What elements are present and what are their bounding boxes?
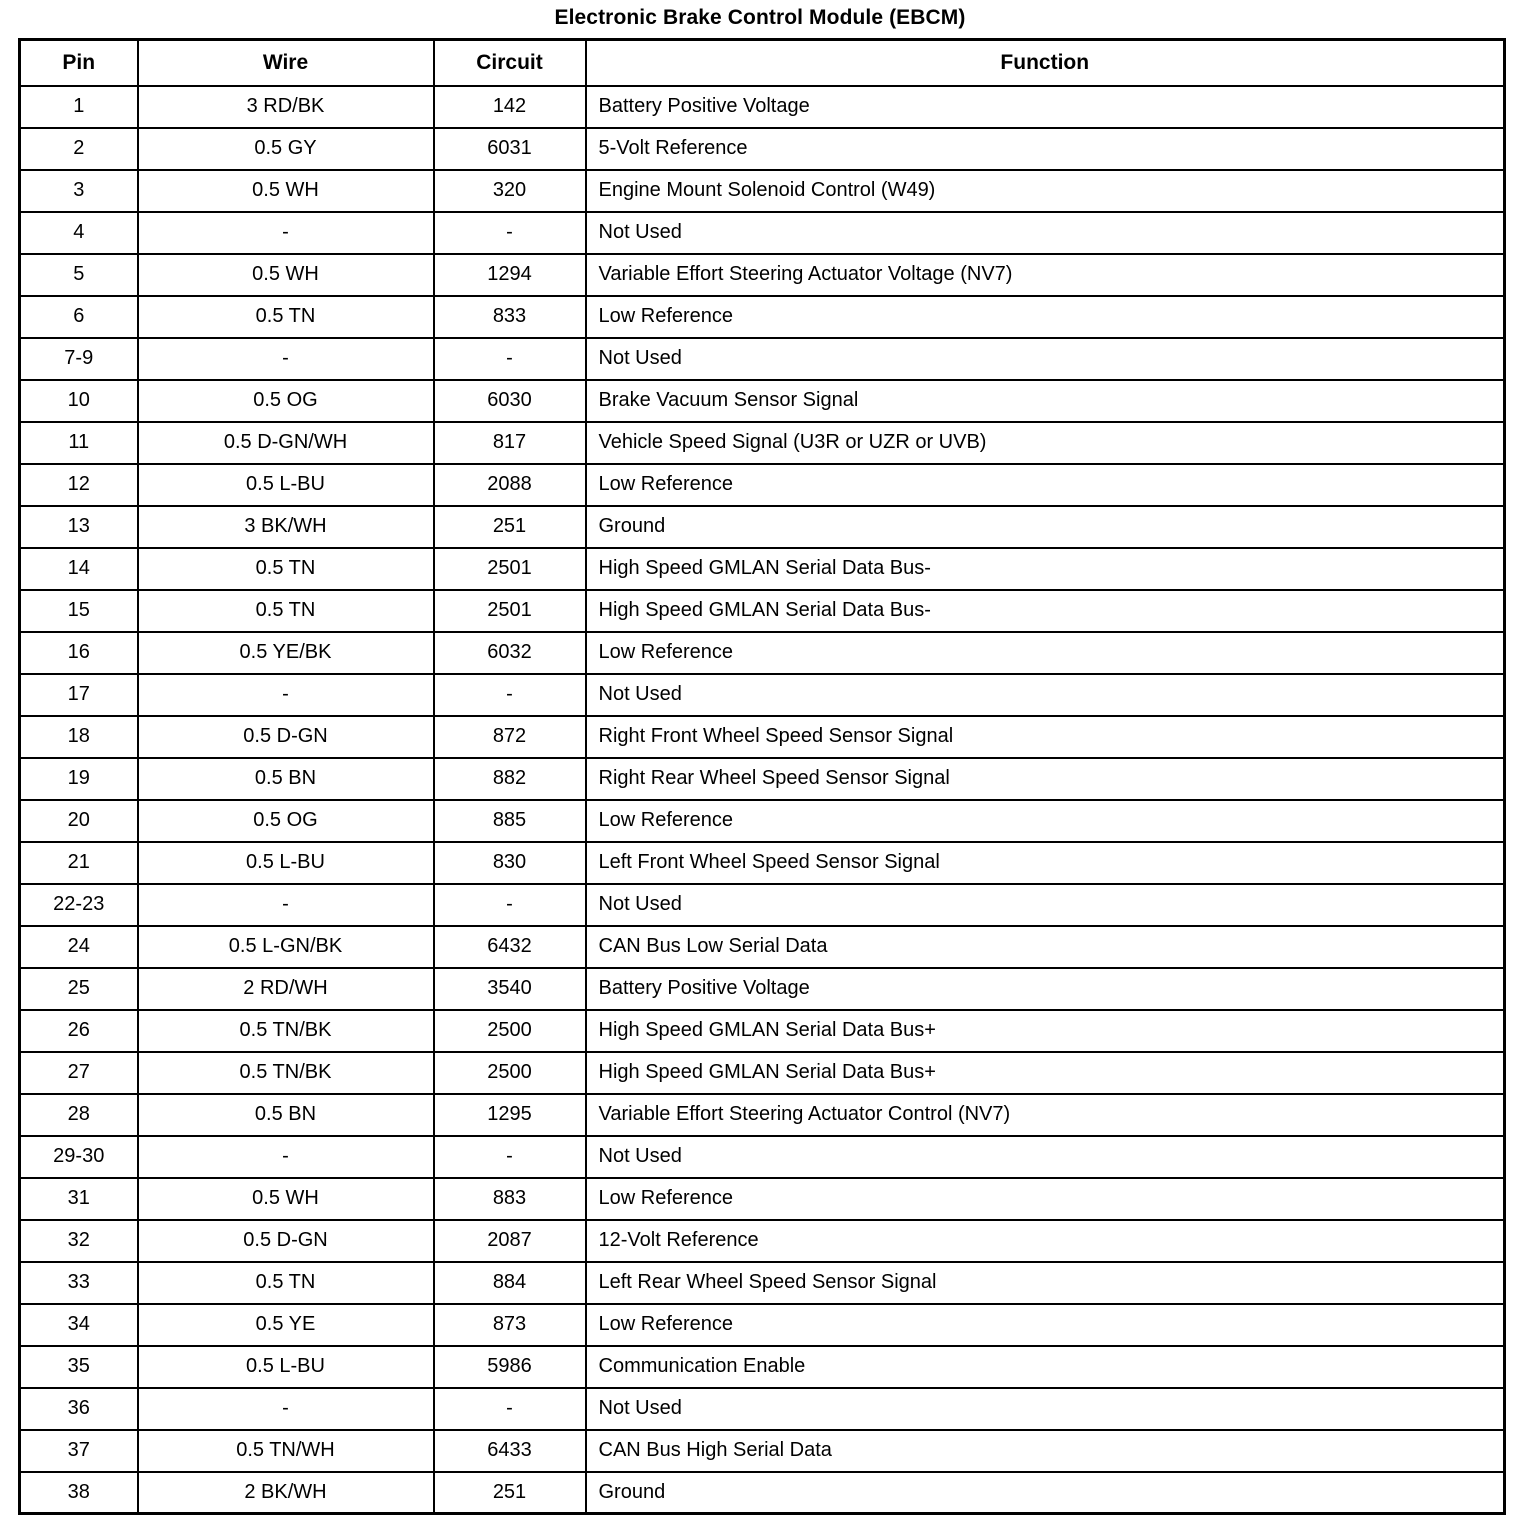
cell-function: Not Used	[586, 1136, 1505, 1178]
cell-function: Low Reference	[586, 632, 1505, 674]
table-row	[20, 506, 1505, 548]
cell-wire: 0.5 D-GN	[138, 716, 434, 758]
cell-pin: 19	[20, 758, 138, 800]
cell-circuit: 3540	[434, 968, 586, 1010]
pinout-table-container	[0, 38, 1520, 1515]
cell-circuit: 251	[434, 506, 586, 548]
cell-wire: 0.5 TN	[138, 296, 434, 338]
table-row	[20, 758, 1505, 800]
cell-wire: 0.5 TN/BK	[138, 1052, 434, 1094]
cell-function: CAN Bus High Serial Data	[586, 1430, 1505, 1472]
cell-circuit: 872	[434, 716, 586, 758]
table-row	[20, 1136, 1505, 1178]
table-row	[20, 674, 1505, 716]
cell-function: High Speed GMLAN Serial Data Bus+	[586, 1052, 1505, 1094]
table-row	[20, 254, 1505, 296]
cell-circuit: 6432	[434, 926, 586, 968]
column-header-pin: Pin	[20, 40, 138, 86]
cell-function: High Speed GMLAN Serial Data Bus-	[586, 590, 1505, 632]
cell-function: Low Reference	[586, 1304, 1505, 1346]
cell-function: Low Reference	[586, 296, 1505, 338]
cell-wire: 2 BK/WH	[138, 1472, 434, 1514]
cell-pin: 6	[20, 296, 138, 338]
cell-function: Right Rear Wheel Speed Sensor Signal	[586, 758, 1505, 800]
table-row	[20, 1220, 1505, 1262]
cell-circuit: 5986	[434, 1346, 586, 1388]
table-row	[20, 1388, 1505, 1430]
cell-pin: 38	[20, 1472, 138, 1514]
cell-pin: 25	[20, 968, 138, 1010]
cell-function: Left Front Wheel Speed Sensor Signal	[586, 842, 1505, 884]
table-row	[20, 1304, 1505, 1346]
cell-circuit: 2500	[434, 1052, 586, 1094]
cell-pin: 32	[20, 1220, 138, 1262]
cell-wire: 2 RD/WH	[138, 968, 434, 1010]
cell-circuit: 6433	[434, 1430, 586, 1472]
cell-wire: 0.5 YE	[138, 1304, 434, 1346]
table-row	[20, 968, 1505, 1010]
cell-wire: 0.5 BN	[138, 758, 434, 800]
cell-pin: 3	[20, 170, 138, 212]
cell-wire: 0.5 OG	[138, 800, 434, 842]
cell-wire: -	[138, 1136, 434, 1178]
cell-pin: 12	[20, 464, 138, 506]
cell-function: Battery Positive Voltage	[586, 968, 1505, 1010]
cell-wire: -	[138, 1388, 434, 1430]
cell-circuit: 883	[434, 1178, 586, 1220]
table-row	[20, 1346, 1505, 1388]
cell-function: Battery Positive Voltage	[586, 86, 1505, 128]
cell-function: High Speed GMLAN Serial Data Bus+	[586, 1010, 1505, 1052]
cell-circuit: 251	[434, 1472, 586, 1514]
cell-pin: 10	[20, 380, 138, 422]
cell-pin: 26	[20, 1010, 138, 1052]
table-header-row	[20, 40, 1505, 86]
cell-pin: 2	[20, 128, 138, 170]
cell-circuit: 6031	[434, 128, 586, 170]
cell-function: 5-Volt Reference	[586, 128, 1505, 170]
cell-function: Not Used	[586, 338, 1505, 380]
cell-wire: 0.5 YE/BK	[138, 632, 434, 674]
cell-wire: 0.5 L-BU	[138, 1346, 434, 1388]
cell-pin: 33	[20, 1262, 138, 1304]
table-row	[20, 86, 1505, 128]
cell-wire: 0.5 L-BU	[138, 464, 434, 506]
ebcm-pinout-table	[18, 38, 1506, 1515]
cell-circuit: 884	[434, 1262, 586, 1304]
cell-pin: 4	[20, 212, 138, 254]
cell-wire: 0.5 TN	[138, 590, 434, 632]
cell-wire: 0.5 L-BU	[138, 842, 434, 884]
cell-function: Engine Mount Solenoid Control (W49)	[586, 170, 1505, 212]
cell-circuit: 882	[434, 758, 586, 800]
table-row	[20, 1052, 1505, 1094]
cell-wire: 0.5 D-GN/WH	[138, 422, 434, 464]
cell-circuit: 1294	[434, 254, 586, 296]
page-title: Electronic Brake Control Module (EBCM)	[554, 6, 966, 29]
cell-circuit: 320	[434, 170, 586, 212]
cell-circuit: 6032	[434, 632, 586, 674]
table-row	[20, 884, 1505, 926]
cell-pin: 29-30	[20, 1136, 138, 1178]
cell-pin: 21	[20, 842, 138, 884]
cell-circuit: -	[434, 1388, 586, 1430]
cell-function: Not Used	[586, 884, 1505, 926]
cell-function: Low Reference	[586, 464, 1505, 506]
table-row	[20, 590, 1505, 632]
cell-wire: 0.5 WH	[138, 254, 434, 296]
table-row	[20, 716, 1505, 758]
cell-circuit: 2501	[434, 590, 586, 632]
cell-circuit: 1295	[434, 1094, 586, 1136]
cell-wire: 0.5 TN	[138, 548, 434, 590]
table-row	[20, 296, 1505, 338]
table-row	[20, 1010, 1505, 1052]
column-header-wire: Wire	[138, 40, 434, 86]
cell-function: Vehicle Speed Signal (U3R or UZR or UVB)	[586, 422, 1505, 464]
table-row	[20, 1178, 1505, 1220]
table-row	[20, 926, 1505, 968]
cell-pin: 22-23	[20, 884, 138, 926]
cell-circuit: 885	[434, 800, 586, 842]
cell-function: Variable Effort Steering Actuator Control (NV7)	[586, 1094, 1505, 1136]
table-row	[20, 1094, 1505, 1136]
cell-circuit: 6030	[434, 380, 586, 422]
cell-pin: 37	[20, 1430, 138, 1472]
cell-wire: 0.5 BN	[138, 1094, 434, 1136]
table-row	[20, 338, 1505, 380]
cell-function: Left Rear Wheel Speed Sensor Signal	[586, 1262, 1505, 1304]
table-row	[20, 464, 1505, 506]
cell-pin: 18	[20, 716, 138, 758]
column-header-circuit: Circuit	[434, 40, 586, 86]
table-row	[20, 128, 1505, 170]
table-row	[20, 1262, 1505, 1304]
cell-circuit: 830	[434, 842, 586, 884]
cell-function: CAN Bus Low Serial Data	[586, 926, 1505, 968]
cell-wire: 3 BK/WH	[138, 506, 434, 548]
cell-wire: -	[138, 884, 434, 926]
cell-circuit: -	[434, 212, 586, 254]
cell-function: Variable Effort Steering Actuator Voltage (NV7)	[586, 254, 1505, 296]
cell-wire: 0.5 TN/WH	[138, 1430, 434, 1472]
table-row	[20, 842, 1505, 884]
cell-circuit: 873	[434, 1304, 586, 1346]
cell-pin: 15	[20, 590, 138, 632]
table-row	[20, 632, 1505, 674]
table-row	[20, 422, 1505, 464]
table-row	[20, 380, 1505, 422]
cell-pin: 36	[20, 1388, 138, 1430]
cell-circuit: 833	[434, 296, 586, 338]
cell-pin: 11	[20, 422, 138, 464]
cell-wire: 3 RD/BK	[138, 86, 434, 128]
cell-circuit: 817	[434, 422, 586, 464]
cell-wire: 0.5 TN/BK	[138, 1010, 434, 1052]
cell-function: Not Used	[586, 1388, 1505, 1430]
cell-function: 12-Volt Reference	[586, 1220, 1505, 1262]
cell-circuit: -	[434, 884, 586, 926]
cell-function: Ground	[586, 506, 1505, 548]
cell-pin: 1	[20, 86, 138, 128]
table-row	[20, 170, 1505, 212]
table-row	[20, 548, 1505, 590]
cell-circuit: -	[434, 1136, 586, 1178]
cell-function: High Speed GMLAN Serial Data Bus-	[586, 548, 1505, 590]
cell-circuit: 142	[434, 86, 586, 128]
cell-function: Low Reference	[586, 800, 1505, 842]
cell-pin: 31	[20, 1178, 138, 1220]
table-header	[20, 40, 1505, 86]
cell-function: Low Reference	[586, 1178, 1505, 1220]
cell-pin: 24	[20, 926, 138, 968]
cell-circuit: 2088	[434, 464, 586, 506]
cell-wire: -	[138, 338, 434, 380]
cell-wire: 0.5 WH	[138, 1178, 434, 1220]
cell-pin: 27	[20, 1052, 138, 1094]
cell-wire: 0.5 WH	[138, 170, 434, 212]
cell-function: Communication Enable	[586, 1346, 1505, 1388]
cell-pin: 28	[20, 1094, 138, 1136]
cell-wire: 0.5 OG	[138, 380, 434, 422]
cell-circuit: 2500	[434, 1010, 586, 1052]
cell-pin: 7-9	[20, 338, 138, 380]
cell-circuit: 2501	[434, 548, 586, 590]
table-row	[20, 1472, 1505, 1514]
column-header-function: Function	[586, 40, 1505, 86]
cell-function: Not Used	[586, 212, 1505, 254]
cell-wire: 0.5 D-GN	[138, 1220, 434, 1262]
cell-pin: 16	[20, 632, 138, 674]
cell-wire: -	[138, 674, 434, 716]
cell-pin: 14	[20, 548, 138, 590]
table-row	[20, 800, 1505, 842]
cell-function: Right Front Wheel Speed Sensor Signal	[586, 716, 1505, 758]
cell-pin: 5	[20, 254, 138, 296]
cell-circuit: 2087	[434, 1220, 586, 1262]
cell-pin: 35	[20, 1346, 138, 1388]
table-body	[20, 86, 1505, 1514]
cell-wire: 0.5 GY	[138, 128, 434, 170]
cell-wire: 0.5 L-GN/BK	[138, 926, 434, 968]
cell-pin: 13	[20, 506, 138, 548]
table-row	[20, 212, 1505, 254]
cell-circuit: -	[434, 674, 586, 716]
cell-function: Not Used	[586, 674, 1505, 716]
cell-function: Ground	[586, 1472, 1505, 1514]
cell-wire: 0.5 TN	[138, 1262, 434, 1304]
cell-wire: -	[138, 212, 434, 254]
cell-pin: 34	[20, 1304, 138, 1346]
cell-function: Brake Vacuum Sensor Signal	[586, 380, 1505, 422]
cell-pin: 20	[20, 800, 138, 842]
cell-circuit: -	[434, 338, 586, 380]
cell-pin: 17	[20, 674, 138, 716]
table-row	[20, 1430, 1505, 1472]
